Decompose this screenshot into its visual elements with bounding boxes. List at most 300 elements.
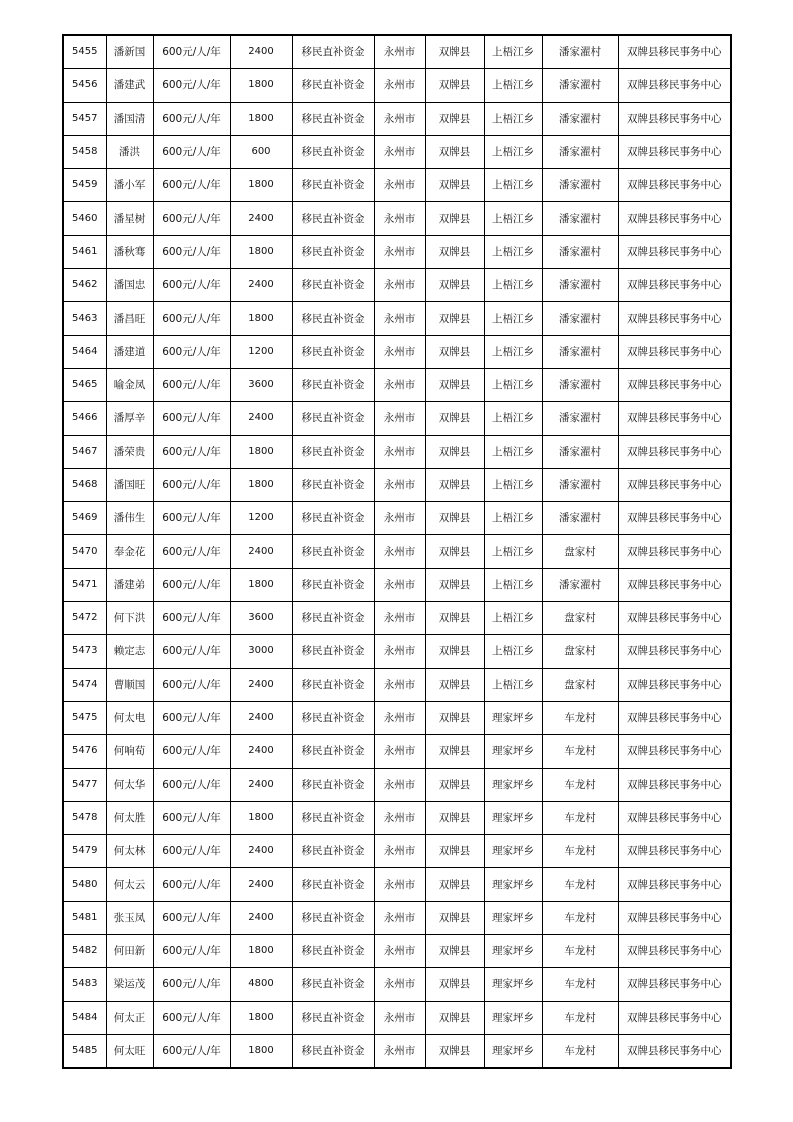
cell-name: 潘昌旺 — [106, 302, 153, 335]
cell-name: 潘厚辛 — [106, 402, 153, 435]
cell-township: 理家坪乡 — [484, 1034, 542, 1068]
cell-name: 何太电 — [106, 701, 153, 734]
cell-fund-type: 移民直补资金 — [292, 735, 374, 768]
cell-name: 梁运茂 — [106, 968, 153, 1001]
table-row — [63, 801, 731, 834]
cell-county: 双牌县 — [425, 735, 484, 768]
table-row — [63, 202, 731, 235]
cell-village: 车龙村 — [542, 968, 618, 1001]
cell-village: 潘家濯村 — [542, 468, 618, 501]
cell-name: 何下洪 — [106, 602, 153, 635]
cell-city: 永州市 — [374, 535, 425, 568]
cell-county: 双牌县 — [425, 135, 484, 168]
table-row — [63, 502, 731, 535]
cell-village: 车龙村 — [542, 1034, 618, 1068]
cell-name: 潘星树 — [106, 202, 153, 235]
cell-city: 永州市 — [374, 102, 425, 135]
table-row — [63, 668, 731, 701]
cell-agency: 双牌县移民事务中心 — [618, 69, 731, 102]
table-row — [63, 169, 731, 202]
cell-agency: 双牌县移民事务中心 — [618, 635, 731, 668]
cell-city: 永州市 — [374, 402, 425, 435]
cell-city: 永州市 — [374, 335, 425, 368]
cell-fund-type: 移民直补资金 — [292, 835, 374, 868]
cell-city: 永州市 — [374, 468, 425, 501]
cell-name: 何田新 — [106, 935, 153, 968]
cell-amount: 2400 — [230, 768, 292, 801]
cell-standard: 600元/人/年 — [153, 768, 230, 801]
cell-county: 双牌县 — [425, 868, 484, 901]
cell-fund-type: 移民直补资金 — [292, 302, 374, 335]
cell-fund-type: 移民直补资金 — [292, 1034, 374, 1068]
cell-city: 永州市 — [374, 901, 425, 934]
cell-row-index: 5482 — [63, 935, 106, 968]
cell-row-index: 5479 — [63, 835, 106, 868]
subsidy-table-container — [62, 34, 730, 1069]
cell-standard: 600元/人/年 — [153, 935, 230, 968]
cell-county: 双牌县 — [425, 968, 484, 1001]
cell-name: 潘国清 — [106, 102, 153, 135]
cell-row-index: 5467 — [63, 435, 106, 468]
cell-amount: 3000 — [230, 635, 292, 668]
table-row — [63, 368, 731, 401]
table-body — [63, 35, 731, 1068]
cell-township: 上梧江乡 — [484, 635, 542, 668]
cell-village: 盘家村 — [542, 635, 618, 668]
cell-fund-type: 移民直补资金 — [292, 468, 374, 501]
cell-amount: 4800 — [230, 968, 292, 1001]
cell-row-index: 5465 — [63, 368, 106, 401]
cell-city: 永州市 — [374, 502, 425, 535]
cell-agency: 双牌县移民事务中心 — [618, 502, 731, 535]
cell-standard: 600元/人/年 — [153, 901, 230, 934]
table-row — [63, 302, 731, 335]
cell-standard: 600元/人/年 — [153, 269, 230, 302]
cell-township: 上梧江乡 — [484, 235, 542, 268]
cell-township: 上梧江乡 — [484, 102, 542, 135]
cell-name: 张玉凤 — [106, 901, 153, 934]
cell-standard: 600元/人/年 — [153, 302, 230, 335]
cell-city: 永州市 — [374, 568, 425, 601]
cell-township: 上梧江乡 — [484, 135, 542, 168]
cell-township: 上梧江乡 — [484, 602, 542, 635]
cell-fund-type: 移民直补资金 — [292, 935, 374, 968]
cell-county: 双牌县 — [425, 502, 484, 535]
cell-fund-type: 移民直补资金 — [292, 335, 374, 368]
table-row — [63, 868, 731, 901]
cell-agency: 双牌县移民事务中心 — [618, 302, 731, 335]
cell-row-index: 5456 — [63, 69, 106, 102]
cell-city: 永州市 — [374, 668, 425, 701]
cell-agency: 双牌县移民事务中心 — [618, 535, 731, 568]
cell-township: 理家坪乡 — [484, 835, 542, 868]
table-row — [63, 135, 731, 168]
cell-village: 潘家濯村 — [542, 335, 618, 368]
cell-standard: 600元/人/年 — [153, 502, 230, 535]
table-row — [63, 69, 731, 102]
cell-row-index: 5483 — [63, 968, 106, 1001]
cell-amount: 2400 — [230, 668, 292, 701]
cell-village: 盘家村 — [542, 535, 618, 568]
cell-village: 潘家濯村 — [542, 202, 618, 235]
cell-fund-type: 移民直补资金 — [292, 668, 374, 701]
cell-name: 潘建道 — [106, 335, 153, 368]
cell-agency: 双牌县移民事务中心 — [618, 801, 731, 834]
cell-village: 潘家濯村 — [542, 69, 618, 102]
cell-name: 何太正 — [106, 1001, 153, 1034]
cell-amount: 1200 — [230, 502, 292, 535]
cell-agency: 双牌县移民事务中心 — [618, 735, 731, 768]
cell-county: 双牌县 — [425, 701, 484, 734]
cell-standard: 600元/人/年 — [153, 435, 230, 468]
cell-standard: 600元/人/年 — [153, 102, 230, 135]
table-row — [63, 602, 731, 635]
cell-agency: 双牌县移民事务中心 — [618, 868, 731, 901]
cell-township: 上梧江乡 — [484, 468, 542, 501]
cell-county: 双牌县 — [425, 468, 484, 501]
cell-township: 理家坪乡 — [484, 901, 542, 934]
cell-agency: 双牌县移民事务中心 — [618, 368, 731, 401]
cell-standard: 600元/人/年 — [153, 468, 230, 501]
cell-agency: 双牌县移民事务中心 — [618, 1001, 731, 1034]
cell-county: 双牌县 — [425, 602, 484, 635]
cell-row-index: 5458 — [63, 135, 106, 168]
cell-city: 永州市 — [374, 435, 425, 468]
cell-township: 理家坪乡 — [484, 801, 542, 834]
cell-standard: 600元/人/年 — [153, 135, 230, 168]
cell-city: 永州市 — [374, 835, 425, 868]
cell-agency: 双牌县移民事务中心 — [618, 468, 731, 501]
cell-fund-type: 移民直补资金 — [292, 235, 374, 268]
cell-row-index: 5473 — [63, 635, 106, 668]
cell-name: 潘伟生 — [106, 502, 153, 535]
cell-amount: 3600 — [230, 368, 292, 401]
cell-row-index: 5484 — [63, 1001, 106, 1034]
table-row — [63, 102, 731, 135]
cell-name: 喻金凤 — [106, 368, 153, 401]
cell-fund-type: 移民直补资金 — [292, 602, 374, 635]
cell-agency: 双牌县移民事务中心 — [618, 568, 731, 601]
cell-fund-type: 移民直补资金 — [292, 502, 374, 535]
cell-amount: 1800 — [230, 935, 292, 968]
table-row — [63, 35, 731, 69]
cell-village: 盘家村 — [542, 668, 618, 701]
cell-fund-type: 移民直补资金 — [292, 69, 374, 102]
cell-city: 永州市 — [374, 35, 425, 69]
cell-county: 双牌县 — [425, 202, 484, 235]
cell-agency: 双牌县移民事务中心 — [618, 335, 731, 368]
cell-township: 理家坪乡 — [484, 701, 542, 734]
cell-amount: 1800 — [230, 235, 292, 268]
cell-row-index: 5485 — [63, 1034, 106, 1068]
cell-amount: 1800 — [230, 801, 292, 834]
cell-city: 永州市 — [374, 868, 425, 901]
cell-city: 永州市 — [374, 235, 425, 268]
table-row — [63, 535, 731, 568]
cell-county: 双牌县 — [425, 102, 484, 135]
table-row — [63, 901, 731, 934]
table-row — [63, 768, 731, 801]
cell-name: 潘小军 — [106, 169, 153, 202]
cell-county: 双牌县 — [425, 901, 484, 934]
cell-amount: 1800 — [230, 435, 292, 468]
cell-village: 潘家濯村 — [542, 269, 618, 302]
cell-village: 潘家濯村 — [542, 368, 618, 401]
cell-amount: 1800 — [230, 568, 292, 601]
cell-amount: 2400 — [230, 868, 292, 901]
cell-county: 双牌县 — [425, 269, 484, 302]
table-row — [63, 735, 731, 768]
cell-row-index: 5470 — [63, 535, 106, 568]
cell-row-index: 5455 — [63, 35, 106, 69]
cell-city: 永州市 — [374, 701, 425, 734]
cell-standard: 600元/人/年 — [153, 69, 230, 102]
cell-standard: 600元/人/年 — [153, 1034, 230, 1068]
cell-village: 车龙村 — [542, 801, 618, 834]
cell-row-index: 5469 — [63, 502, 106, 535]
cell-amount: 2400 — [230, 535, 292, 568]
cell-village: 潘家濯村 — [542, 402, 618, 435]
cell-name: 潘秋骞 — [106, 235, 153, 268]
cell-fund-type: 移民直补资金 — [292, 1001, 374, 1034]
cell-county: 双牌县 — [425, 435, 484, 468]
cell-row-index: 5481 — [63, 901, 106, 934]
cell-county: 双牌县 — [425, 235, 484, 268]
cell-amount: 2400 — [230, 402, 292, 435]
cell-village: 潘家濯村 — [542, 502, 618, 535]
cell-row-index: 5480 — [63, 868, 106, 901]
cell-city: 永州市 — [374, 735, 425, 768]
cell-village: 车龙村 — [542, 1001, 618, 1034]
cell-standard: 600元/人/年 — [153, 202, 230, 235]
subsidy-table — [62, 34, 732, 1069]
cell-agency: 双牌县移民事务中心 — [618, 169, 731, 202]
table-row — [63, 1001, 731, 1034]
cell-township: 理家坪乡 — [484, 968, 542, 1001]
cell-amount: 2400 — [230, 901, 292, 934]
cell-name: 赖定志 — [106, 635, 153, 668]
cell-standard: 600元/人/年 — [153, 368, 230, 401]
cell-amount: 2400 — [230, 735, 292, 768]
cell-standard: 600元/人/年 — [153, 735, 230, 768]
cell-township: 上梧江乡 — [484, 368, 542, 401]
cell-county: 双牌县 — [425, 402, 484, 435]
cell-fund-type: 移民直补资金 — [292, 568, 374, 601]
cell-city: 永州市 — [374, 801, 425, 834]
cell-city: 永州市 — [374, 69, 425, 102]
cell-county: 双牌县 — [425, 668, 484, 701]
cell-village: 潘家濯村 — [542, 135, 618, 168]
cell-county: 双牌县 — [425, 169, 484, 202]
cell-amount: 1800 — [230, 468, 292, 501]
cell-county: 双牌县 — [425, 635, 484, 668]
cell-name: 奉金花 — [106, 535, 153, 568]
cell-township: 上梧江乡 — [484, 202, 542, 235]
cell-row-index: 5477 — [63, 768, 106, 801]
cell-standard: 600元/人/年 — [153, 235, 230, 268]
cell-standard: 600元/人/年 — [153, 801, 230, 834]
cell-village: 盘家村 — [542, 602, 618, 635]
table-row — [63, 235, 731, 268]
cell-amount: 1800 — [230, 69, 292, 102]
cell-township: 理家坪乡 — [484, 768, 542, 801]
cell-agency: 双牌县移民事务中心 — [618, 768, 731, 801]
cell-township: 上梧江乡 — [484, 269, 542, 302]
cell-fund-type: 移民直补资金 — [292, 402, 374, 435]
cell-fund-type: 移民直补资金 — [292, 135, 374, 168]
table-row — [63, 935, 731, 968]
table-row — [63, 568, 731, 601]
cell-county: 双牌县 — [425, 835, 484, 868]
cell-village: 车龙村 — [542, 868, 618, 901]
cell-village: 车龙村 — [542, 901, 618, 934]
cell-agency: 双牌县移民事务中心 — [618, 202, 731, 235]
table-row — [63, 835, 731, 868]
cell-agency: 双牌县移民事务中心 — [618, 835, 731, 868]
cell-county: 双牌县 — [425, 801, 484, 834]
cell-row-index: 5462 — [63, 269, 106, 302]
cell-standard: 600元/人/年 — [153, 968, 230, 1001]
cell-county: 双牌县 — [425, 768, 484, 801]
cell-county: 双牌县 — [425, 35, 484, 69]
cell-city: 永州市 — [374, 302, 425, 335]
cell-township: 上梧江乡 — [484, 35, 542, 69]
cell-fund-type: 移民直补资金 — [292, 968, 374, 1001]
cell-fund-type: 移民直补资金 — [292, 635, 374, 668]
cell-township: 上梧江乡 — [484, 69, 542, 102]
cell-village: 车龙村 — [542, 935, 618, 968]
table-row — [63, 1034, 731, 1068]
cell-agency: 双牌县移民事务中心 — [618, 602, 731, 635]
cell-fund-type: 移民直补资金 — [292, 35, 374, 69]
cell-county: 双牌县 — [425, 1034, 484, 1068]
cell-village: 潘家濯村 — [542, 302, 618, 335]
cell-row-index: 5468 — [63, 468, 106, 501]
cell-fund-type: 移民直补资金 — [292, 901, 374, 934]
cell-name: 何太胜 — [106, 801, 153, 834]
cell-row-index: 5478 — [63, 801, 106, 834]
cell-township: 上梧江乡 — [484, 435, 542, 468]
cell-township: 理家坪乡 — [484, 935, 542, 968]
cell-township: 理家坪乡 — [484, 1001, 542, 1034]
cell-name: 潘新国 — [106, 35, 153, 69]
cell-village: 车龙村 — [542, 701, 618, 734]
cell-township: 上梧江乡 — [484, 668, 542, 701]
cell-city: 永州市 — [374, 368, 425, 401]
cell-standard: 600元/人/年 — [153, 701, 230, 734]
cell-city: 永州市 — [374, 935, 425, 968]
cell-row-index: 5476 — [63, 735, 106, 768]
cell-township: 理家坪乡 — [484, 868, 542, 901]
cell-agency: 双牌县移民事务中心 — [618, 701, 731, 734]
table-row — [63, 435, 731, 468]
cell-standard: 600元/人/年 — [153, 835, 230, 868]
table-row — [63, 635, 731, 668]
cell-amount: 2400 — [230, 701, 292, 734]
table-row — [63, 968, 731, 1001]
cell-agency: 双牌县移民事务中心 — [618, 901, 731, 934]
cell-name: 潘国旺 — [106, 468, 153, 501]
cell-village: 潘家濯村 — [542, 568, 618, 601]
cell-name: 潘建弟 — [106, 568, 153, 601]
cell-village: 潘家濯村 — [542, 435, 618, 468]
cell-township: 上梧江乡 — [484, 502, 542, 535]
cell-township: 上梧江乡 — [484, 335, 542, 368]
cell-row-index: 5464 — [63, 335, 106, 368]
cell-fund-type: 移民直补资金 — [292, 169, 374, 202]
cell-row-index: 5472 — [63, 602, 106, 635]
cell-fund-type: 移民直补资金 — [292, 102, 374, 135]
cell-fund-type: 移民直补资金 — [292, 202, 374, 235]
cell-amount: 2400 — [230, 269, 292, 302]
cell-agency: 双牌县移民事务中心 — [618, 135, 731, 168]
cell-city: 永州市 — [374, 202, 425, 235]
cell-name: 潘建武 — [106, 69, 153, 102]
cell-city: 永州市 — [374, 768, 425, 801]
cell-agency: 双牌县移民事务中心 — [618, 269, 731, 302]
cell-standard: 600元/人/年 — [153, 568, 230, 601]
cell-agency: 双牌县移民事务中心 — [618, 1034, 731, 1068]
cell-agency: 双牌县移民事务中心 — [618, 668, 731, 701]
cell-fund-type: 移民直补资金 — [292, 535, 374, 568]
cell-standard: 600元/人/年 — [153, 402, 230, 435]
cell-township: 上梧江乡 — [484, 535, 542, 568]
cell-row-index: 5463 — [63, 302, 106, 335]
cell-township: 上梧江乡 — [484, 169, 542, 202]
cell-agency: 双牌县移民事务中心 — [618, 935, 731, 968]
cell-township: 理家坪乡 — [484, 735, 542, 768]
table-row — [63, 335, 731, 368]
cell-county: 双牌县 — [425, 335, 484, 368]
cell-township: 上梧江乡 — [484, 302, 542, 335]
cell-row-index: 5457 — [63, 102, 106, 135]
cell-amount: 600 — [230, 135, 292, 168]
cell-county: 双牌县 — [425, 368, 484, 401]
cell-fund-type: 移民直补资金 — [292, 701, 374, 734]
cell-amount: 1800 — [230, 102, 292, 135]
cell-standard: 600元/人/年 — [153, 169, 230, 202]
cell-fund-type: 移民直补资金 — [292, 801, 374, 834]
cell-city: 永州市 — [374, 135, 425, 168]
cell-standard: 600元/人/年 — [153, 602, 230, 635]
cell-row-index: 5471 — [63, 568, 106, 601]
cell-amount: 2400 — [230, 202, 292, 235]
table-row — [63, 269, 731, 302]
cell-standard: 600元/人/年 — [153, 668, 230, 701]
cell-name: 何响荀 — [106, 735, 153, 768]
cell-village: 车龙村 — [542, 768, 618, 801]
cell-county: 双牌县 — [425, 568, 484, 601]
cell-fund-type: 移民直补资金 — [292, 868, 374, 901]
cell-county: 双牌县 — [425, 535, 484, 568]
cell-township: 上梧江乡 — [484, 568, 542, 601]
cell-row-index: 5459 — [63, 169, 106, 202]
cell-standard: 600元/人/年 — [153, 868, 230, 901]
cell-agency: 双牌县移民事务中心 — [618, 435, 731, 468]
cell-standard: 600元/人/年 — [153, 1001, 230, 1034]
cell-county: 双牌县 — [425, 69, 484, 102]
cell-village: 潘家濯村 — [542, 102, 618, 135]
cell-standard: 600元/人/年 — [153, 535, 230, 568]
cell-standard: 600元/人/年 — [153, 335, 230, 368]
cell-county: 双牌县 — [425, 935, 484, 968]
cell-fund-type: 移民直补资金 — [292, 269, 374, 302]
cell-name: 潘洪 — [106, 135, 153, 168]
cell-fund-type: 移民直补资金 — [292, 368, 374, 401]
cell-name: 潘国忠 — [106, 269, 153, 302]
cell-name: 潘荣贵 — [106, 435, 153, 468]
cell-city: 永州市 — [374, 968, 425, 1001]
